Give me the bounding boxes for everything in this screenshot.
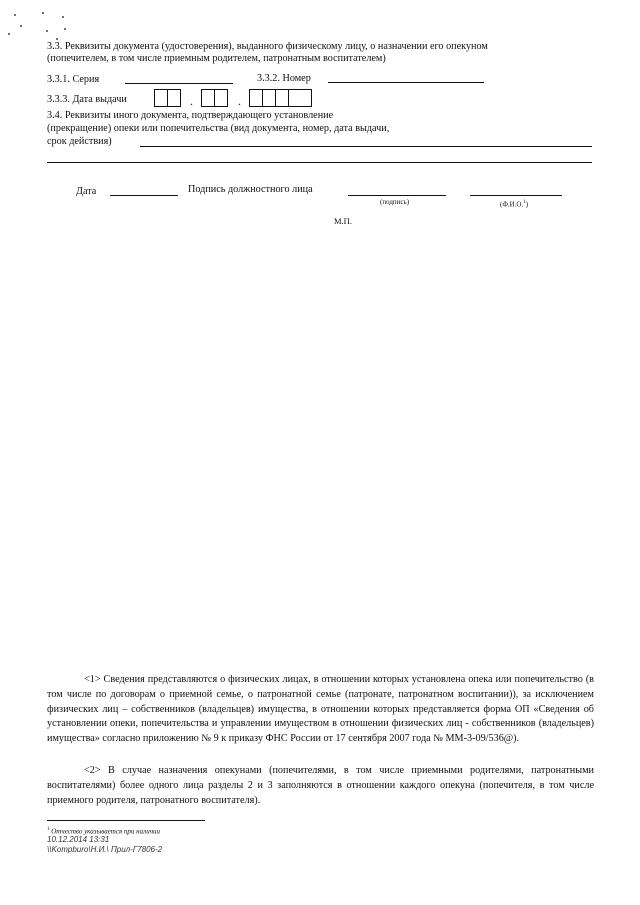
series-field[interactable] xyxy=(125,83,233,84)
other-document-field-line2[interactable] xyxy=(47,162,592,163)
section-3-4-line2: (прекращение) опеки или попечительства (вид документа, номер, дата выдачи, xyxy=(47,123,390,134)
signature-field[interactable] xyxy=(348,195,446,196)
date-year-digit-2[interactable] xyxy=(262,89,276,107)
stamp-label: М.П. xyxy=(334,216,352,226)
date-year-digit-3[interactable] xyxy=(275,89,289,107)
fio-caption: (Ф.И.О.$^1$) xyxy=(500,200,529,209)
date-label: Дата xyxy=(76,186,97,197)
date-year-digit-4[interactable] xyxy=(288,89,312,107)
number-field[interactable] xyxy=(328,82,484,83)
footnote-text: Отчество указывается при наличии xyxy=(51,827,161,836)
date-month-digit-2[interactable] xyxy=(214,89,228,107)
date-separator: . xyxy=(238,94,241,108)
footnote-separator xyxy=(47,820,205,821)
series-label: 3.3.1. Серия xyxy=(47,74,100,85)
number-label: 3.3.2. Номер xyxy=(257,73,311,84)
footer-timestamp: 10.12.2014 13:31 xyxy=(47,835,110,844)
date-day-digit-2[interactable] xyxy=(167,89,181,107)
signature-caption: (подпись) xyxy=(380,198,410,206)
date-field[interactable] xyxy=(110,195,178,196)
issue-date-label: 3.3.3. Дата выдачи xyxy=(47,94,127,105)
date-separator: . xyxy=(190,94,193,108)
fio-field[interactable] xyxy=(470,195,562,196)
official-signature-label: Подпись должностного лица xyxy=(188,184,313,195)
date-day-digit-1[interactable] xyxy=(154,89,168,107)
note-1: <1> Сведения представляются о физических лицах, в отношении которых установлена опека или попечительство (в том числе по договорам о приемной семье, о патронатной семье (патронате, патронатном воспитании)), за исключением физических лиц – собственников (владельцев) имущества, в отношении которых представляется форма ОП «Сведения об установлении опеки, попечительства и управлении имуществом в отношении физических лиц - собственников (владельцев) имущества» согласно приложению № 9 к приказу ФНС России от 17 сентября 2007 года № ММ-3-09/536@). xyxy=(47,674,594,745)
date-month-digit-1[interactable] xyxy=(201,89,215,107)
date-year-digit-1[interactable] xyxy=(249,89,263,107)
section-3-4-line3: срок действия) xyxy=(47,136,112,147)
fio-footnote-mark: 1 xyxy=(523,200,526,205)
footnote-mark: 1 xyxy=(47,827,50,832)
section-3-3-title-line2: (попечителем, в том числе приемным родителем, патронатным воспитателем) xyxy=(47,53,386,64)
footer-file-ref: \\Kompburo\Н.И.\ Прил-Г7806-2 xyxy=(47,845,163,854)
section-3-3-title-line1: 3.3. Реквизиты документа (удостоверения), выданного физическому лицу, о назначении его опекуном xyxy=(47,41,488,52)
note-2: <2> В случае назначения опекунами (попечителями, в том числе приемными родителями, патронатными воспитателями) более одного лица разделы 2 и 3 заполняются в отношении каждого опекуна (попечителя, в том числе приемного родителя, патронатного воспитателя). xyxy=(47,765,594,806)
section-3-4-line1: 3.4. Реквизиты иного документа, подтверждающего установление xyxy=(47,110,334,121)
other-document-field[interactable] xyxy=(140,146,592,147)
